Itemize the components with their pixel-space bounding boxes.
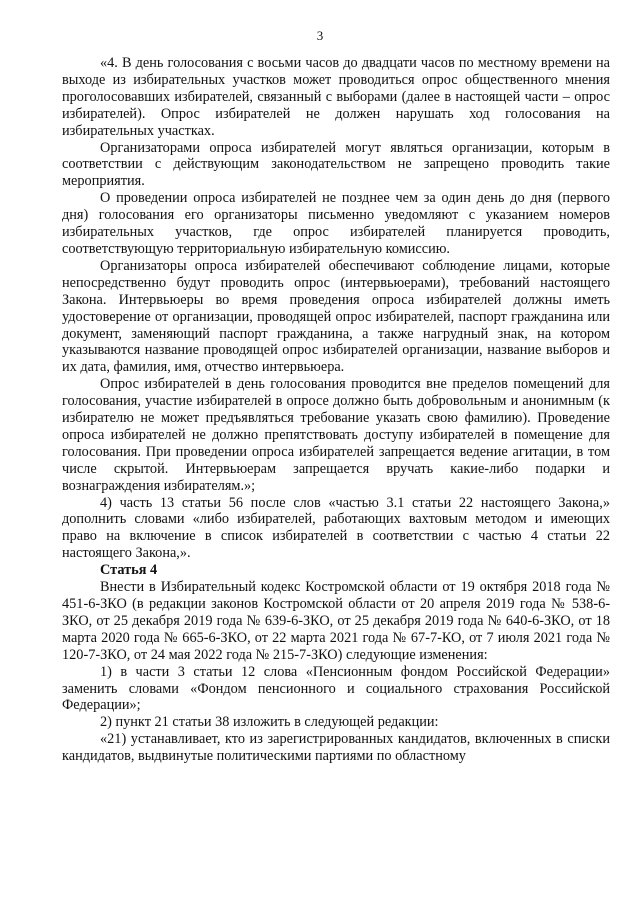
- paragraph: Организаторы опроса избирателей обеспечивают соблюдение лицами, которые непосредственно будут проводить опрос (интервьюерами), требований настоящего Закона. Интервьюеры во время проведения опроса избирателей должны иметь удостоверение от организации, проводящей опрос избирателей, паспорт гражданина или документ, заменяющий паспорт гражданина, а также нагрудный знак, на котором указываются название проводящей опрос избирателей организации, название выборов и их дата, фамилия, имя, отчество интервьюера.: [62, 257, 610, 376]
- page-number: 3: [316, 28, 324, 43]
- paragraph: 1) в части 3 статьи 12 слова «Пенсионным фондом Российской Федерации» заменить словами «Фондом пенсионного и социального страхования Российской Федерации»;: [62, 663, 610, 714]
- paragraph: 4) часть 13 статьи 56 после слов «частью 3.1 статьи 22 настоящего Закона,» дополнить словами «либо избирателей, работающих вахтовым методом и имеющих право на включение в список избирателей в соответствии с частью 4 статьи 22 настоящего Закона,».: [62, 494, 610, 562]
- paragraph: «4. В день голосования с восьми часов до двадцати часов по местному времени на выходе из избирательных участков может проводиться опрос общественного мнения проголосовавших избирателей, связанный с выборами (далее в настоящей части – опрос избирателей). Опрос избирателей не должен нарушать ход голосования на избирательных участках.: [62, 55, 610, 139]
- paragraph: Организаторами опроса избирателей могут являться организации, которым в соответствии с действующим законодательством не запрещено проводить такие мероприятия.: [62, 139, 610, 190]
- paragraph: Внести в Избирательный кодекс Костромской области от 19 октября 2018 года № 451-6-ЗКО (в редакции законов Костромской области от 20 апреля 2019 года № 538-6-ЗКО, от 25 декабря 2019 года № 639-6-ЗКО, от 25 декабря 2019 года № 640-6-ЗКО, от 18 марта 2020 года № 665-6-ЗКО, от 22 марта 2021 года № 67-7-КО, от 7 июля 2021 года № 120-7-ЗКО, от 24 мая 2022 года № 215-7-ЗКО) следующие изменения:: [62, 579, 610, 663]
- article-heading: Статья 4: [100, 562, 158, 579]
- paragraph: О проведении опроса избирателей не позднее чем за один день до дня (первого дня) голосования его организаторы письменно уведомляют с указанием номеров избирательных участков, где опрос избирателей планируется проводить, соответствующую территориальную избирательную комиссию.: [62, 190, 610, 257]
- paragraph: «21) устанавливает, кто из зарегистрированных кандидатов, включенных в списки кандидатов, выдвинутые политическими партиями по областному: [62, 731, 610, 765]
- paragraph: Опрос избирателей в день голосования проводится вне пределов помещений для голосования, участие избирателей в опросе должно быть добровольным и анонимным (к избирателю не может предъявляться требование указать свою фамилию). Проведение опроса избирателей не должно препятствовать доступу избирателей в помещение для голосования. При проведении опроса избирателей запрещается ведение агитации, в том числе скрытой. Интервьюерам запрещается вручать какие-либо подарки и вознаграждения избирателям.»;: [62, 376, 610, 494]
- document-body: [62, 55, 610, 765]
- paragraph: 2) пункт 21 статьи 38 изложить в следующей редакции:: [100, 714, 439, 731]
